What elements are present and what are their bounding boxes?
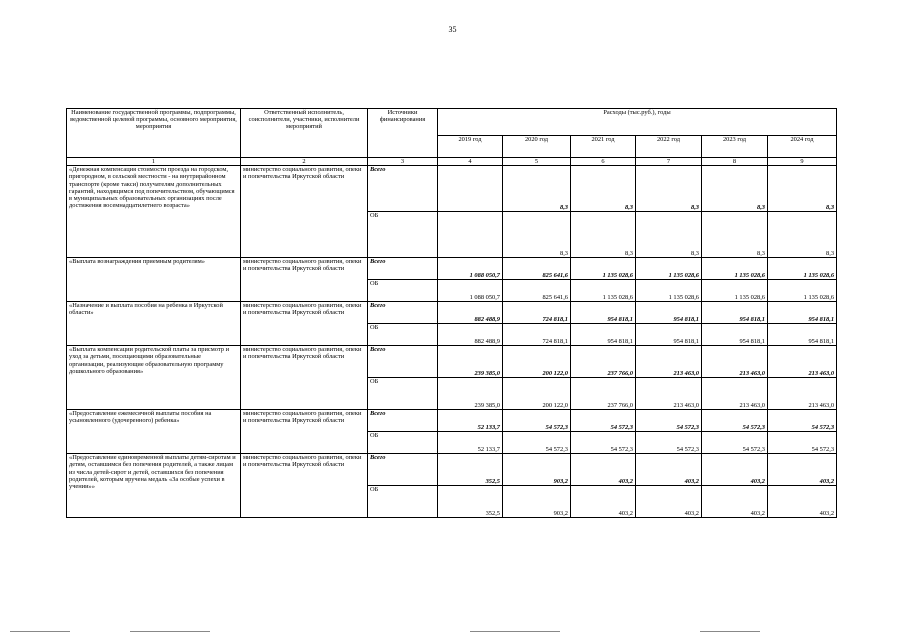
ob-value: 403,2 bbox=[618, 510, 633, 517]
total-value-cell bbox=[768, 302, 837, 324]
executor-cell: министерство социального развития, опеки и попечительства Иркутской области bbox=[241, 346, 368, 410]
header-year: 2020 год bbox=[503, 136, 571, 158]
ob-value-cell bbox=[636, 280, 702, 302]
total-value: 1 135 028,6 bbox=[602, 272, 633, 279]
ob-value: 54 572,3 bbox=[676, 446, 699, 453]
ob-value: 825 641,6 bbox=[542, 294, 568, 301]
footer-line bbox=[130, 631, 210, 632]
footer-line bbox=[470, 631, 560, 632]
executor-cell: министерство социального развития, опеки и попечительства Иркутской области bbox=[241, 454, 368, 518]
ob-value-cell bbox=[503, 212, 571, 258]
ob-value-cell bbox=[503, 378, 571, 410]
total-value-cell bbox=[636, 454, 702, 486]
ob-value: 54 572,3 bbox=[610, 446, 633, 453]
total-value: 403,2 bbox=[684, 478, 699, 485]
total-value: 213 463,0 bbox=[808, 370, 835, 377]
ob-value: 8,3 bbox=[691, 250, 699, 257]
total-value: 213 463,0 bbox=[739, 370, 765, 377]
total-value: 825 641,6 bbox=[542, 272, 568, 279]
column-index: 3 bbox=[368, 158, 438, 166]
funding-ob-label: ОБ bbox=[368, 378, 438, 410]
total-value-cell bbox=[768, 454, 837, 486]
header-year: 2019 год bbox=[438, 136, 503, 158]
ob-value-cell bbox=[702, 280, 768, 302]
ob-value-cell bbox=[768, 324, 837, 346]
total-value-cell bbox=[768, 166, 837, 212]
total-value-cell bbox=[503, 454, 571, 486]
table-row bbox=[67, 454, 837, 486]
total-value-cell bbox=[571, 258, 636, 280]
ob-value-cell bbox=[571, 432, 636, 454]
ob-value: 52 133,7 bbox=[477, 446, 500, 453]
total-value-cell bbox=[571, 346, 636, 378]
funding-ob-label: ОБ bbox=[368, 486, 438, 518]
column-index: 8 bbox=[702, 158, 768, 166]
total-value: 352,5 bbox=[485, 478, 500, 485]
program-name-cell: «Выплата компенсации родительской платы за присмотр и уход за детьми, посещающими образовательные организации, реализующие образовательную программу дошкольного образования» bbox=[67, 346, 241, 410]
total-value: 1 135 028,6 bbox=[803, 272, 835, 279]
ob-value: 213 463,0 bbox=[808, 402, 835, 409]
ob-value: 954 818,1 bbox=[808, 338, 835, 345]
total-value: 903,2 bbox=[553, 478, 568, 485]
ob-value-cell bbox=[702, 486, 768, 518]
header-year: 2021 год bbox=[571, 136, 636, 158]
total-value: 8,3 bbox=[560, 204, 568, 211]
total-value: 8,3 bbox=[757, 204, 765, 211]
ob-value-cell bbox=[571, 324, 636, 346]
column-index: 6 bbox=[571, 158, 636, 166]
ob-value: 1 088 050,7 bbox=[469, 294, 500, 301]
total-value-cell bbox=[438, 258, 503, 280]
page-number: 35 bbox=[448, 25, 457, 34]
total-value: 1 135 028,6 bbox=[668, 272, 699, 279]
ob-value: 54 572,3 bbox=[811, 446, 835, 453]
funding-total-label: Всего bbox=[368, 410, 438, 432]
total-value-cell bbox=[636, 166, 702, 212]
table-row bbox=[67, 346, 837, 378]
program-name-cell: «Предоставление ежемесячной выплаты пособия на усыновленного (удочеренного) ребенка» bbox=[67, 410, 241, 454]
total-value: 403,2 bbox=[750, 478, 765, 485]
ob-value: 403,2 bbox=[684, 510, 699, 517]
total-value: 54 572,3 bbox=[811, 424, 835, 431]
total-value-cell bbox=[571, 410, 636, 432]
total-value-cell bbox=[571, 454, 636, 486]
total-value: 954 818,1 bbox=[673, 316, 699, 323]
funding-ob-label: ОБ bbox=[368, 212, 438, 258]
ob-value-cell bbox=[636, 432, 702, 454]
ob-value: 237 766,0 bbox=[607, 402, 633, 409]
funding-total-label: Всего bbox=[368, 454, 438, 486]
executor-cell: министерство социального развития, опеки и попечительства Иркутской области bbox=[241, 302, 368, 346]
ob-value-cell bbox=[636, 378, 702, 410]
total-value-cell bbox=[702, 410, 768, 432]
total-value-cell bbox=[438, 346, 503, 378]
total-value-cell bbox=[571, 166, 636, 212]
ob-value: 8,3 bbox=[560, 250, 568, 257]
table-row bbox=[67, 410, 837, 432]
total-value: 8,3 bbox=[625, 204, 633, 211]
total-value-cell bbox=[636, 258, 702, 280]
total-value: 54 572,3 bbox=[545, 424, 568, 431]
ob-value: 903,2 bbox=[553, 510, 568, 517]
expenses-table bbox=[66, 108, 837, 518]
ob-value: 8,3 bbox=[757, 250, 765, 257]
funding-total-label: Всего bbox=[368, 346, 438, 378]
funding-total-label: Всего bbox=[368, 302, 438, 324]
ob-value: 882 488,9 bbox=[474, 338, 500, 345]
ob-value-cell bbox=[571, 486, 636, 518]
total-value-cell bbox=[503, 258, 571, 280]
total-value: 213 463,0 bbox=[673, 370, 699, 377]
ob-value-cell bbox=[636, 324, 702, 346]
ob-value-cell bbox=[768, 212, 837, 258]
table-row bbox=[67, 166, 837, 212]
column-index: 7 bbox=[636, 158, 702, 166]
ob-value-cell bbox=[438, 212, 503, 258]
header-funding-source: Источники финансирования bbox=[368, 109, 438, 158]
ob-value: 213 463,0 bbox=[739, 402, 765, 409]
total-value-cell bbox=[438, 166, 503, 212]
total-value: 200 122,0 bbox=[542, 370, 568, 377]
total-value-cell bbox=[768, 410, 837, 432]
ob-value-cell bbox=[503, 432, 571, 454]
ob-value: 8,3 bbox=[625, 250, 633, 257]
ob-value: 1 135 028,6 bbox=[602, 294, 633, 301]
program-name-cell: «Назначение и выплата пособия на ребенка в Иркутской области» bbox=[67, 302, 241, 346]
header-program-name: Наименование государственной программы, подпрограммы, ведомственной целевой программы, основного мероприятия, мероприятия bbox=[67, 109, 241, 158]
ob-value: 239 385,0 bbox=[474, 402, 500, 409]
ob-value-cell bbox=[636, 486, 702, 518]
ob-value: 724 818,1 bbox=[542, 338, 568, 345]
ob-value-cell bbox=[503, 486, 571, 518]
funding-total-label: Всего bbox=[368, 258, 438, 280]
program-name-cell: «Предоставление единовременной выплаты детям-сиротам и детям, оставшимся без попечения родителей, а также лицам из числа детей-сирот и детей, оставшихся без попечения родителей, которым вручена медаль «За особые успехи в учении»» bbox=[67, 454, 241, 518]
total-value: 1 135 028,6 bbox=[734, 272, 765, 279]
footer-line bbox=[10, 631, 70, 632]
ob-value: 954 818,1 bbox=[739, 338, 765, 345]
header-year: 2022 год bbox=[636, 136, 702, 158]
ob-value: 213 463,0 bbox=[673, 402, 699, 409]
total-value-cell bbox=[636, 302, 702, 324]
ob-value: 54 572,3 bbox=[545, 446, 568, 453]
ob-value: 352,5 bbox=[485, 510, 500, 517]
total-value-cell bbox=[636, 346, 702, 378]
program-name-cell: «Выплата вознаграждения приемным родителям» bbox=[67, 258, 241, 302]
ob-value: 954 818,1 bbox=[673, 338, 699, 345]
total-value: 54 572,3 bbox=[742, 424, 765, 431]
total-value: 403,2 bbox=[819, 478, 835, 485]
ob-value-cell bbox=[571, 212, 636, 258]
total-value: 237 766,0 bbox=[607, 370, 633, 377]
ob-value: 1 135 028,6 bbox=[803, 294, 835, 301]
executor-cell: министерство социального развития, опеки и попечительства Иркутской области bbox=[241, 258, 368, 302]
table-row bbox=[67, 302, 837, 324]
header-year: 2024 год bbox=[768, 136, 837, 158]
ob-value-cell bbox=[702, 212, 768, 258]
column-index: 9 bbox=[768, 158, 837, 166]
ob-value-cell bbox=[438, 280, 503, 302]
total-value-cell bbox=[636, 410, 702, 432]
total-value: 239 385,0 bbox=[474, 370, 500, 377]
total-value-cell bbox=[438, 410, 503, 432]
funding-total-label: Всего bbox=[368, 166, 438, 212]
total-value-cell bbox=[702, 454, 768, 486]
total-value: 54 572,3 bbox=[610, 424, 633, 431]
executor-cell: министерство социального развития, опеки и попечительства Иркутской области bbox=[241, 410, 368, 454]
ob-value-cell bbox=[503, 324, 571, 346]
total-value-cell bbox=[702, 258, 768, 280]
total-value: 954 818,1 bbox=[739, 316, 765, 323]
total-value-cell bbox=[503, 302, 571, 324]
total-value-cell bbox=[768, 258, 837, 280]
ob-value: 54 572,3 bbox=[742, 446, 765, 453]
total-value: 52 133,7 bbox=[477, 424, 500, 431]
column-index: 5 bbox=[503, 158, 571, 166]
total-value-cell bbox=[571, 302, 636, 324]
ob-value-cell bbox=[438, 378, 503, 410]
ob-value: 200 122,0 bbox=[542, 402, 568, 409]
total-value: 954 818,1 bbox=[607, 316, 633, 323]
column-index: 2 bbox=[241, 158, 368, 166]
total-value-cell bbox=[702, 302, 768, 324]
ob-value: 403,2 bbox=[750, 510, 765, 517]
total-value: 8,3 bbox=[691, 204, 699, 211]
ob-value: 954 818,1 bbox=[607, 338, 633, 345]
total-value: 8,3 bbox=[826, 204, 835, 211]
funding-ob-label: ОБ bbox=[368, 280, 438, 302]
funding-ob-label: ОБ bbox=[368, 324, 438, 346]
ob-value-cell bbox=[702, 432, 768, 454]
total-value: 954 818,1 bbox=[808, 316, 835, 323]
ob-value-cell bbox=[702, 378, 768, 410]
ob-value-cell bbox=[438, 486, 503, 518]
ob-value-cell bbox=[768, 280, 837, 302]
ob-value-cell bbox=[702, 324, 768, 346]
header-expenses: Расходы (тыс.руб.), годы bbox=[438, 109, 837, 136]
total-value-cell bbox=[438, 302, 503, 324]
total-value-cell bbox=[768, 346, 837, 378]
ob-value: 403,2 bbox=[819, 510, 835, 517]
header-executor: Ответственный исполнитель, соисполнители, участники, исполнители мероприятий bbox=[241, 109, 368, 158]
total-value-cell bbox=[503, 166, 571, 212]
program-name-cell: «Денежная компенсация стоимости проезда на городском, пригородном, в сельской местности - на внутрирайонном транспорте (кроме такси) получателям дополнительных гарантий, находящимся под попечительством, обучающимся в муниципальных образовательных организациях после достижения восемнадцатилетнего возраста» bbox=[67, 166, 241, 258]
total-value: 882 488,9 bbox=[474, 316, 500, 323]
column-index: 4 bbox=[438, 158, 503, 166]
ob-value: 1 135 028,6 bbox=[668, 294, 699, 301]
total-value-cell bbox=[503, 410, 571, 432]
funding-ob-label: ОБ bbox=[368, 432, 438, 454]
ob-value-cell bbox=[438, 324, 503, 346]
ob-value-cell bbox=[768, 432, 837, 454]
ob-value: 8,3 bbox=[826, 250, 835, 257]
total-value: 724 818,1 bbox=[542, 316, 568, 323]
total-value-cell bbox=[503, 346, 571, 378]
total-value: 1 088 050,7 bbox=[469, 272, 500, 279]
executor-cell: министерство социального развития, опеки и попечительства Иркутской области bbox=[241, 166, 368, 258]
column-index: 1 bbox=[67, 158, 241, 166]
ob-value-cell bbox=[571, 280, 636, 302]
header-year: 2023 год bbox=[702, 136, 768, 158]
total-value: 54 572,3 bbox=[676, 424, 699, 431]
ob-value-cell bbox=[571, 378, 636, 410]
ob-value-cell bbox=[768, 486, 837, 518]
ob-value-cell bbox=[503, 280, 571, 302]
total-value-cell bbox=[702, 346, 768, 378]
ob-value-cell bbox=[768, 378, 837, 410]
total-value-cell bbox=[702, 166, 768, 212]
ob-value: 1 135 028,6 bbox=[734, 294, 765, 301]
total-value: 403,2 bbox=[618, 478, 633, 485]
total-value-cell bbox=[438, 454, 503, 486]
ob-value-cell bbox=[636, 212, 702, 258]
footer-line bbox=[700, 631, 760, 632]
table-row bbox=[67, 258, 837, 280]
ob-value-cell bbox=[438, 432, 503, 454]
